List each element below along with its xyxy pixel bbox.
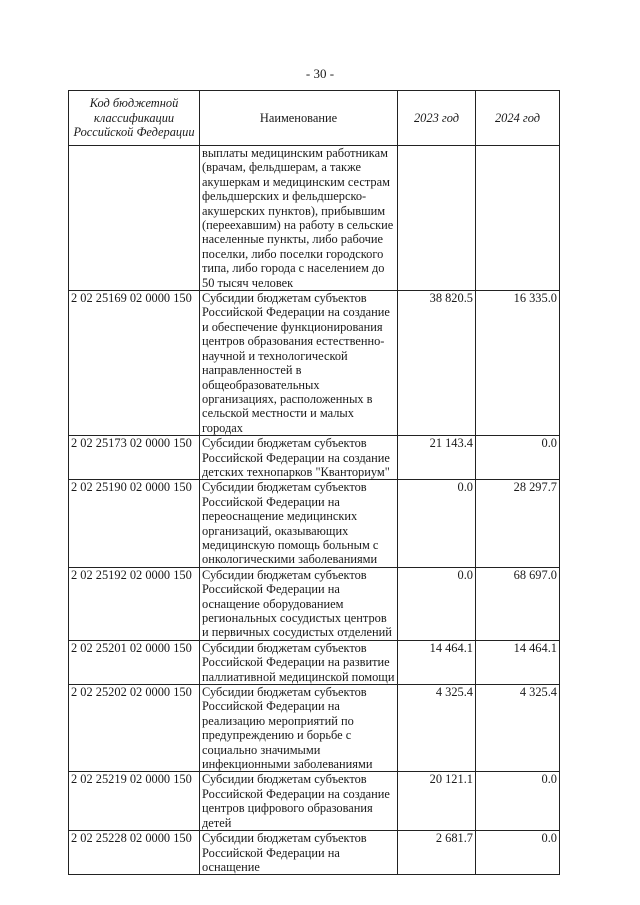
row-code: 2 02 25173 02 0000 150 [69, 436, 200, 480]
row-code: 2 02 25228 02 0000 150 [69, 831, 200, 875]
row-value-2023: 0.0 [398, 480, 476, 567]
row-value-2024: 68 697.0 [476, 567, 560, 640]
row-value-2023: 21 143.4 [398, 436, 476, 480]
row-name: Субсидии бюджетам субъектов Российской Федерации на развитие паллиативной медицинской помощи [200, 640, 398, 684]
page-number: - 30 - [305, 66, 335, 81]
row-value-2024: 0.0 [476, 831, 560, 875]
row-value-2024: 4 325.4 [476, 685, 560, 772]
row-code: 2 02 25192 02 0000 150 [69, 567, 200, 640]
table-row [69, 640, 560, 684]
row-name: выплаты медицинским работникам (врачам, фельдшерам, а также акушеркам и медицинским сестрам фельдшерских и фельдшерско-акушерских пунктов), прибывшим (переехавшим) на работу в сельские населенные пункты, либо рабочие поселки, либо поселки городского типа, либо города с населением до 50 тысяч человек [200, 146, 398, 291]
row-name: Субсидии бюджетам субъектов Российской Федерации на оснащение [200, 831, 398, 875]
row-code: 2 02 25201 02 0000 150 [69, 640, 200, 684]
table-header-row [69, 91, 560, 146]
row-value-2023: 20 121.1 [398, 772, 476, 831]
row-value-2023: 2 681.7 [398, 831, 476, 875]
table-row [69, 291, 560, 436]
header-year-2023: 2023 год [398, 91, 476, 146]
row-value-2023: 14 464.1 [398, 640, 476, 684]
budget-table [68, 90, 560, 875]
row-code [69, 146, 200, 291]
table-row [69, 436, 560, 480]
row-name: Субсидии бюджетам субъектов Российской Федерации на оснащение оборудованием региональных сосудистых центров и первичных сосудистых отделений [200, 567, 398, 640]
row-code: 2 02 25219 02 0000 150 [69, 772, 200, 831]
table-row [69, 567, 560, 640]
table-row [69, 480, 560, 567]
row-name: Субсидии бюджетам субъектов Российской Федерации на реализацию мероприятий по предупреждению и борьбе с социально значимыми инфекционными заболеваниями [200, 685, 398, 772]
header-year-2024: 2024 год [476, 91, 560, 146]
row-value-2024: 14 464.1 [476, 640, 560, 684]
row-value-2023: 38 820.5 [398, 291, 476, 436]
row-name: Субсидии бюджетам субъектов Российской Федерации на переоснащение медицинских организаций, оказывающих медицинскую помощь больным с онкологическими заболеваниями [200, 480, 398, 567]
header-code: Код бюджетной классификации Российской Федерации [69, 91, 200, 146]
table-row [69, 831, 560, 875]
row-value-2024: 28 297.7 [476, 480, 560, 567]
row-value-2023: 4 325.4 [398, 685, 476, 772]
row-code: 2 02 25169 02 0000 150 [69, 291, 200, 436]
row-code: 2 02 25202 02 0000 150 [69, 685, 200, 772]
row-value-2024 [476, 146, 560, 291]
table-row [69, 146, 560, 291]
row-value-2024: 0.0 [476, 436, 560, 480]
row-value-2023: 0.0 [398, 567, 476, 640]
row-value-2024: 16 335.0 [476, 291, 560, 436]
header-name: Наименование [200, 91, 398, 146]
row-value-2023 [398, 146, 476, 291]
row-code: 2 02 25190 02 0000 150 [69, 480, 200, 567]
table-row [69, 772, 560, 831]
row-name: Субсидии бюджетам субъектов Российской Федерации на создание и обеспечение функционирования центров образования естественно-научной и технологической направленностей в общеобразовательных организациях, расположенных в сельской местности и малых городах [200, 291, 398, 436]
row-value-2024: 0.0 [476, 772, 560, 831]
row-name: Субсидии бюджетам субъектов Российской Федерации на создание центров цифрового образования детей [200, 772, 398, 831]
table-row [69, 685, 560, 772]
row-name: Субсидии бюджетам субъектов Российской Федерации на создание детских технопарков "Кванториум" [200, 436, 398, 480]
